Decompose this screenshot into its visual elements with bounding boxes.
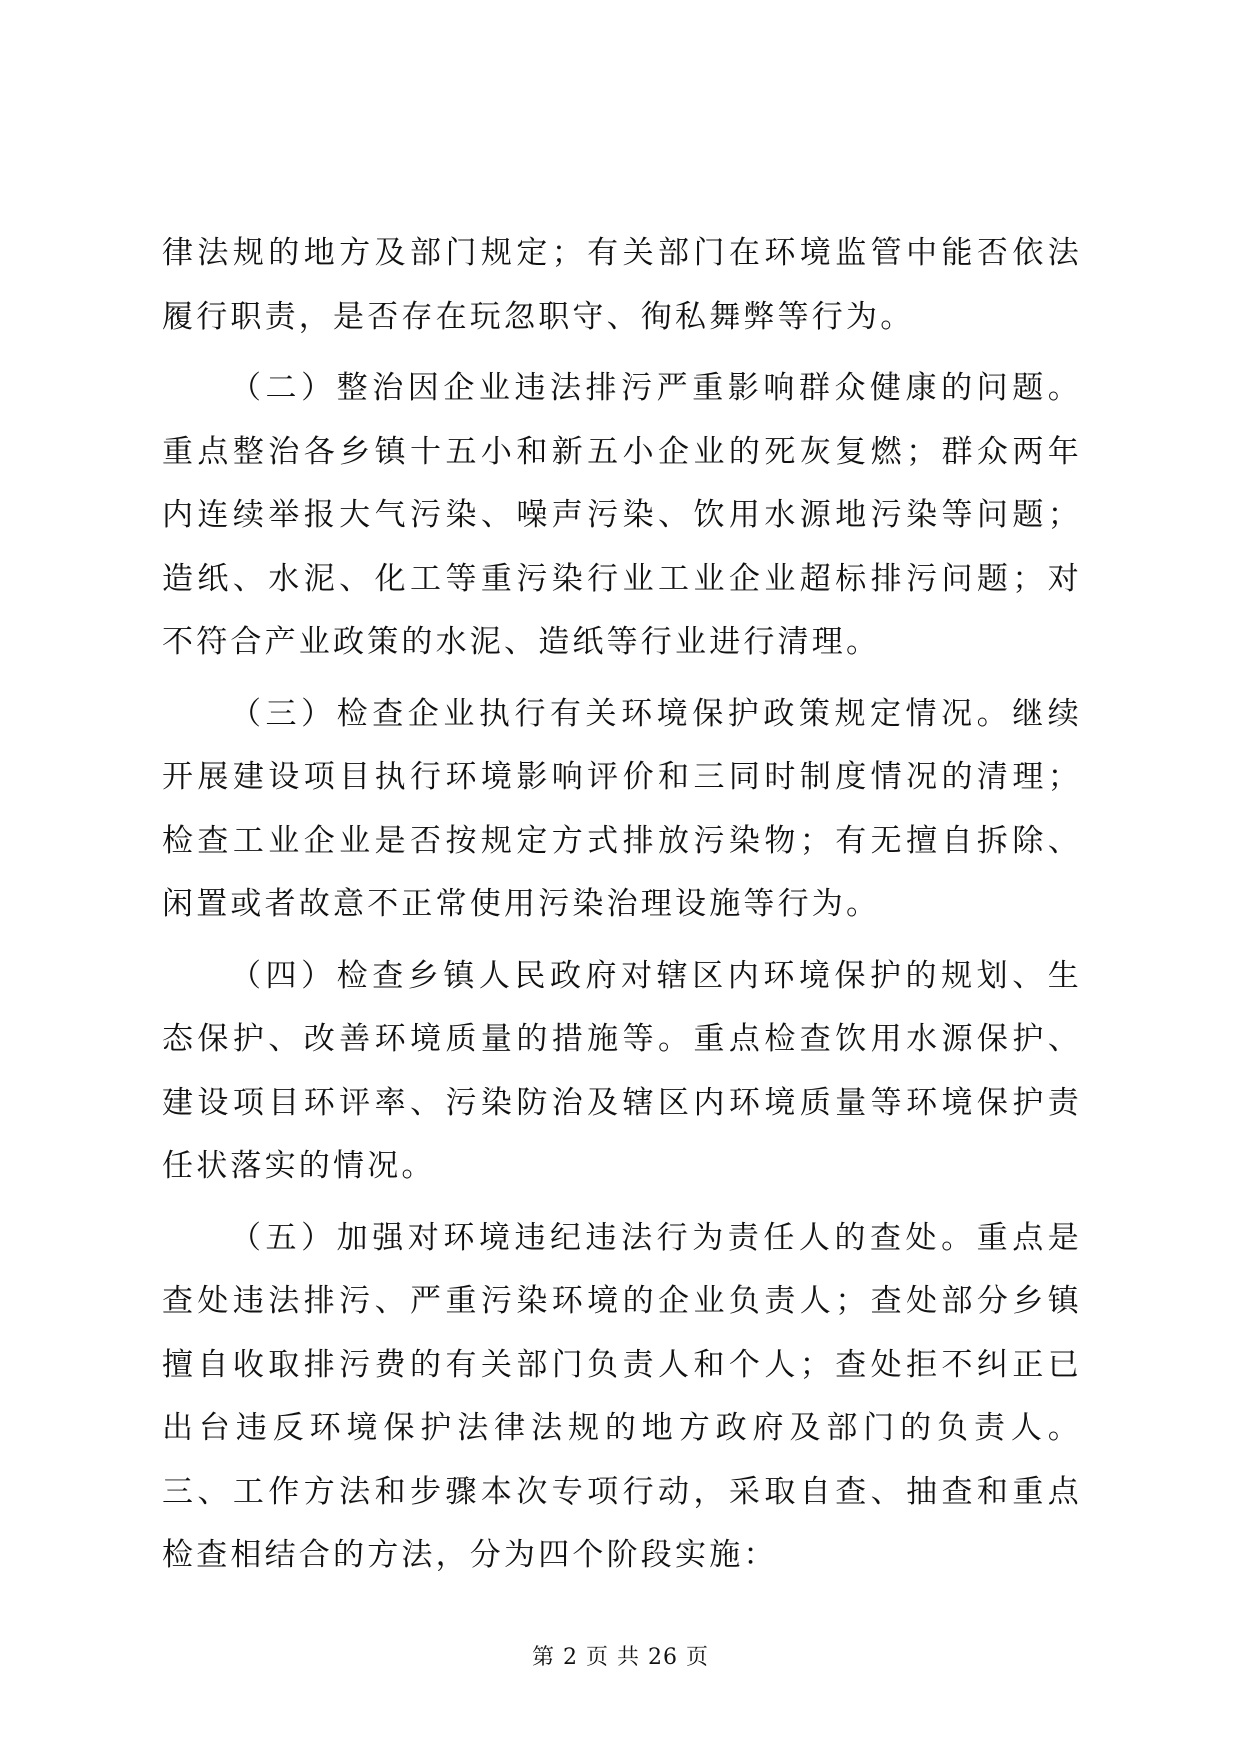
page-number-footer: 第 2 页 共 26 页 [532,1645,709,1670]
paragraph-2: （二）整治因企业违法排污严重影响群众健康的问题。重点整治各乡镇十五小和新五小企业的死灰复燃；群众两年内连续举报大气污染、噪声污染、饮用水源地污染等问题；造纸、水泥、化工等重污染行业工业企业超标排污问题；对不符合产业政策的水泥、造纸等行业进行清理。 [162,370,1082,660]
paragraph-1: 律法规的地方及部门规定；有关部门在环境监管中能否依法履行职责，是否存在玩忽职守、徇私舞弊等行为。 [162,235,1082,335]
document-body [162,222,1082,1596]
paragraph-4: （四）检查乡镇人民政府对辖区内环境保护的规划、生态保护、改善环境质量的措施等。重点检查饮用水源保护、建设项目环评率、污染防治及辖区内环境质量等环境保护责任状落实的情况。 [162,957,1082,1184]
paragraph-5: （五）加强对环境违纪违法行为责任人的查处。重点是查处违法排污、严重污染环境的企业负责人；查处部分乡镇擅自收取排污费的有关部门负责人和个人；查处拒不纠正已出台违反环境保护法律法规的地方政府及部门的负责人。三、工作方法和步骤本次专项行动，采取自查、抽查和重点检查相结合的方法，分为四个阶段实施： [162,1219,1082,1573]
paragraph-3: （三）检查企业执行有关环境保护政策规定情况。继续开展建设项目执行环境影响评价和三同时制度情况的清理；检查工业企业是否按规定方式排放污染物；有无擅自拆除、闲置或者故意不正常使用污染治理设施等行为。 [162,695,1082,922]
